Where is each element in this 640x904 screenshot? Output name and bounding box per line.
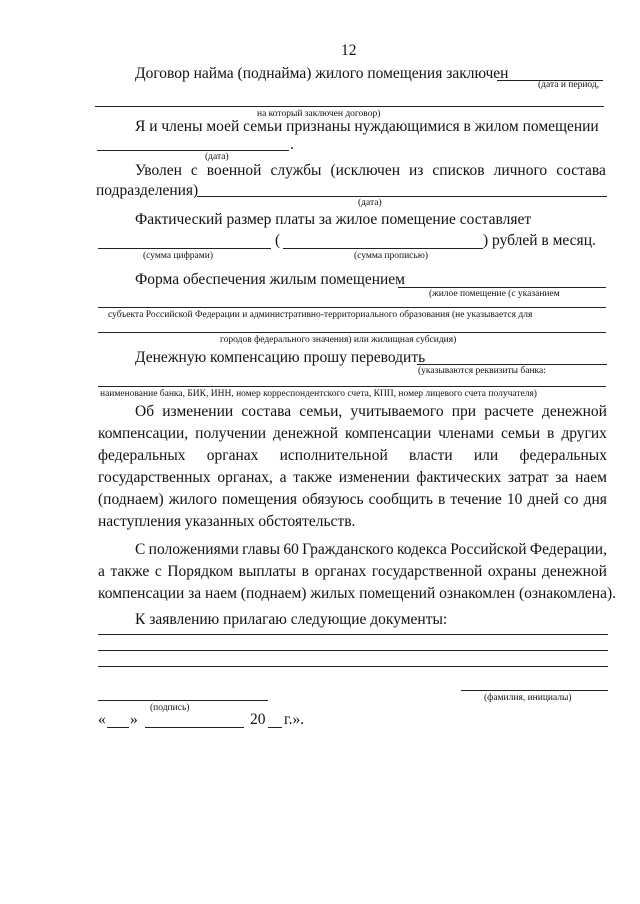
acquainted-line2: а также с Порядком выплаты в органах государственной охраны денежной bbox=[98, 563, 607, 580]
payment-caption-digits: (сумма цифрами) bbox=[143, 251, 213, 261]
compensation-line-2[interactable] bbox=[98, 386, 606, 387]
compensation-label: Денежную компенсацию прошу переводить bbox=[135, 349, 426, 366]
housing-form-caption-b: субъекта Российской Федерации и административно-территориального образования (не указывается для bbox=[108, 310, 533, 320]
page-number: 12 bbox=[341, 42, 357, 59]
date-year-suffix: г.». bbox=[284, 711, 305, 728]
housing-form-line-2[interactable] bbox=[98, 307, 606, 308]
payment-open-paren: ( bbox=[275, 232, 281, 249]
acquainted-line1: С положениями главы 60 Гражданского кодекса Российской Федерации, bbox=[135, 541, 607, 558]
payment-digits-line[interactable] bbox=[98, 248, 271, 249]
obligation-line2: компенсации, получении денежной компенсации членами семьи в других bbox=[98, 425, 607, 442]
contract-period-line[interactable] bbox=[95, 106, 604, 107]
obligation-line3: федеральных органах исполнительной власти или федеральных bbox=[98, 447, 607, 464]
dismissed-date-line[interactable] bbox=[197, 196, 607, 197]
compensation-caption-b: наименование банка, БИК, ИНН, номер корреспондентского счета, КПП, номер лицевого счета получателя) bbox=[100, 389, 537, 399]
date-year-line[interactable] bbox=[268, 727, 282, 728]
attachments-line-3[interactable] bbox=[98, 666, 608, 667]
acquainted-line3: компенсации за наем (поднаем) жилых помещений ознакомлен (ознакомлена). bbox=[98, 585, 617, 602]
date-close-quote: » bbox=[130, 711, 138, 728]
payment-label: Фактический размер платы за жилое помещение составляет bbox=[135, 211, 532, 228]
attachments-label: К заявлению прилагаю следующие документы: bbox=[135, 611, 448, 628]
obligation-line4: государственных органах, а также изменении фактических затрат за наем bbox=[98, 469, 607, 486]
payment-words-line[interactable] bbox=[283, 248, 483, 249]
attachments-line-2[interactable] bbox=[98, 650, 608, 651]
contract-label: Договор найма (поднайма) жилого помещения заключен bbox=[135, 65, 509, 82]
housing-form-caption-c: городов федерального значения) или жилищная субсидия) bbox=[220, 335, 457, 345]
obligation-line6: наступления указанных обстоятельств. bbox=[98, 513, 356, 530]
needy-date-line[interactable] bbox=[97, 150, 289, 151]
housing-form-line-3[interactable] bbox=[98, 332, 606, 333]
needy-end: . bbox=[290, 136, 294, 153]
attachments-line-1[interactable] bbox=[98, 634, 608, 635]
dismissed-caption: (дата) bbox=[358, 198, 382, 208]
housing-form-line[interactable] bbox=[398, 287, 606, 288]
housing-form-caption-a: (жилое помещение (с указанием bbox=[429, 289, 560, 299]
dismissed-line2: подразделения) bbox=[96, 182, 199, 199]
name-line[interactable] bbox=[461, 690, 608, 691]
contract-caption-a: (дата и период, bbox=[538, 80, 600, 90]
contract-caption-b: на который заключен договор) bbox=[257, 109, 381, 119]
compensation-line[interactable] bbox=[417, 364, 607, 365]
date-year-prefix: 20 bbox=[250, 711, 266, 728]
payment-close-text: ) рублей в месяц. bbox=[483, 232, 596, 249]
date-day-line[interactable] bbox=[107, 727, 129, 728]
needy-caption: (дата) bbox=[205, 152, 229, 162]
date-month-line[interactable] bbox=[145, 727, 244, 728]
dismissed-line1: Уволен с военной службы (исключен из списков личного состава bbox=[135, 162, 606, 179]
name-caption: (фамилия, инициалы) bbox=[484, 693, 572, 703]
needy-label: Я и члены моей семьи признаны нуждающимися в жилом помещении bbox=[135, 118, 599, 135]
housing-form-label: Форма обеспечения жилым помещением bbox=[135, 271, 405, 288]
compensation-caption-a: (указываются реквизиты банка: bbox=[418, 366, 546, 376]
date-open-quote: « bbox=[98, 711, 106, 728]
obligation-line1: Об изменении состава семьи, учитываемого при расчете денежной bbox=[135, 403, 607, 420]
signature-caption: (подпись) bbox=[150, 703, 190, 713]
obligation-line5: (поднаем) жилого помещения обязуюсь сообщить в течение 10 дней со дня bbox=[98, 491, 607, 508]
payment-caption-words: (сумма прописью) bbox=[354, 251, 428, 261]
signature-line[interactable] bbox=[98, 700, 268, 701]
